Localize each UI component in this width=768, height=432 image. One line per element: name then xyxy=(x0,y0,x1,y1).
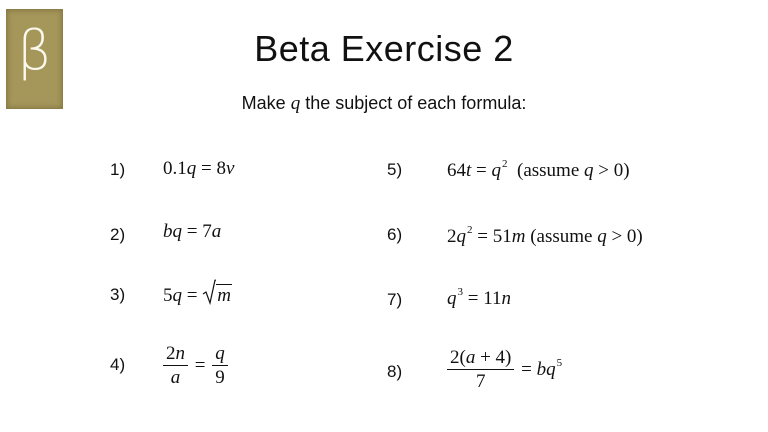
fraction-q-over-9: $\frac{q}{9}$ xyxy=(212,343,228,390)
question-1-formula: 0.1q = 8v xyxy=(163,158,235,179)
question-2-formula: bq = 7a xyxy=(163,221,222,242)
question-7-number: 7) xyxy=(387,290,403,309)
question-1-number: 1) xyxy=(110,160,126,179)
question-3-formula: 5q = m xyxy=(163,285,232,307)
square-root: m xyxy=(202,285,232,307)
question-5-formula: $64t = q^2$ (assume q > 0) xyxy=(447,158,630,181)
question-4-formula: $\frac{2n}{a}$ = $\frac{q}{9}$ xyxy=(161,343,230,390)
instructions-variable: q xyxy=(290,93,301,114)
instructions-after: the subject of each formula: xyxy=(300,93,527,113)
question-2-number: 2) xyxy=(110,225,126,244)
radical-sign-icon xyxy=(202,279,216,305)
fraction-2n-over-a: $\frac{2n}{a}$ xyxy=(163,343,188,390)
question-4-number: 4) xyxy=(110,355,126,374)
page-title: Beta Exercise 2 xyxy=(254,28,514,69)
beta-logo-glyph: β xyxy=(17,19,52,82)
instructions-before: Make xyxy=(241,93,291,113)
question-5-number: 5) xyxy=(387,160,403,179)
question-8-number: 8) xyxy=(387,362,403,381)
question-6-formula: $2q^2 = 51m$ (assume q > 0) xyxy=(447,224,643,247)
question-3-number: 3) xyxy=(110,285,126,304)
question-8-formula: $\frac{2(a + 4)}{7}$ = $bq^5$ xyxy=(445,347,562,394)
question-7-formula: $q^3 = 11n$ xyxy=(447,286,512,309)
fraction-2a-plus-4-over-7: $\frac{2(a + 4)}{7}$ xyxy=(447,347,514,394)
question-6-number: 6) xyxy=(387,225,403,244)
instructions xyxy=(0,93,768,115)
